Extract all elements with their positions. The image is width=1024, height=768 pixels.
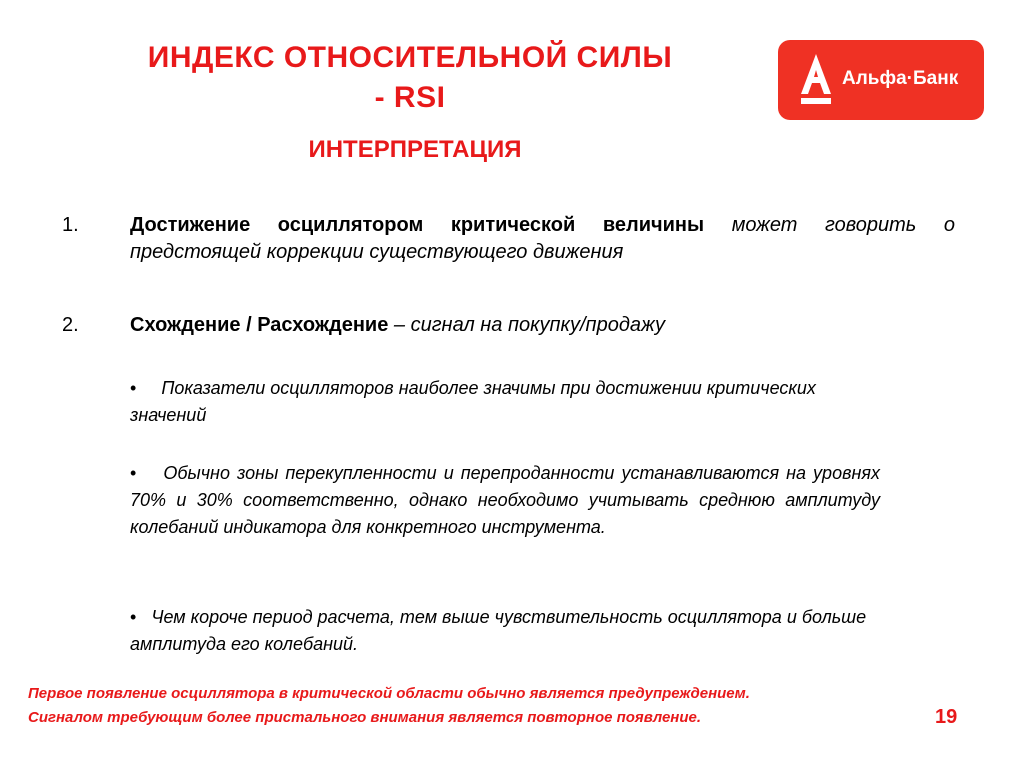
section-subtitle: ИНТЕРПРЕТАЦИЯ (308, 136, 522, 163)
item-italic-text: может говорить о предстоящей коррекции существующего движения (130, 214, 955, 263)
page-number: 19 (935, 706, 958, 728)
footer-note (28, 682, 928, 730)
bullet-item-1 (130, 375, 880, 429)
alfa-bank-logo (778, 40, 984, 120)
alfa-a-icon (798, 52, 834, 108)
bullet-text: Обычно зоны перекупленности и перепроданности устанавливаются на уровнях 70% и 30% соответственно, однако необходимо учитывать среднюю амплитуду колебаний индикатора для конкретного инструмента. (130, 463, 880, 537)
bullet-item-3 (130, 604, 880, 658)
bullet-item-2 (130, 460, 880, 541)
bullet-text: Чем короче период расчета, тем выше чувствительность осциллятора и больше амплитуда его колебаний. (130, 607, 867, 654)
footer-note-line-1: Первое появление осциллятора в критической области обычно является предупреждением. (28, 685, 750, 702)
page-title (60, 38, 760, 118)
item-bold-text: Схождение / Расхождение (130, 314, 389, 336)
item-number: 2. (62, 314, 79, 336)
logo-text: Альфа·Банк (842, 68, 959, 89)
bullet-mark: • (130, 607, 137, 627)
bullet-mark: • (130, 463, 137, 483)
item-number: 1. (62, 214, 79, 236)
title-line-1: ИНДЕКС ОТНОСИТЕЛЬНОЙ СИЛЫ (147, 41, 673, 74)
footer-note-line-2: Сигналом требующим более пристального внимания является повторное появление. (28, 709, 702, 726)
item-bold-text: Достижение осциллятором критической величины (130, 214, 705, 236)
item-italic-text: – сигнал на покупку/продажу (393, 314, 665, 336)
bullet-mark: • (130, 378, 137, 398)
title-line-2: - RSI (374, 81, 446, 114)
bullet-text: Показатели осцилляторов наиболее значимы при достижении критических значений (130, 378, 816, 425)
